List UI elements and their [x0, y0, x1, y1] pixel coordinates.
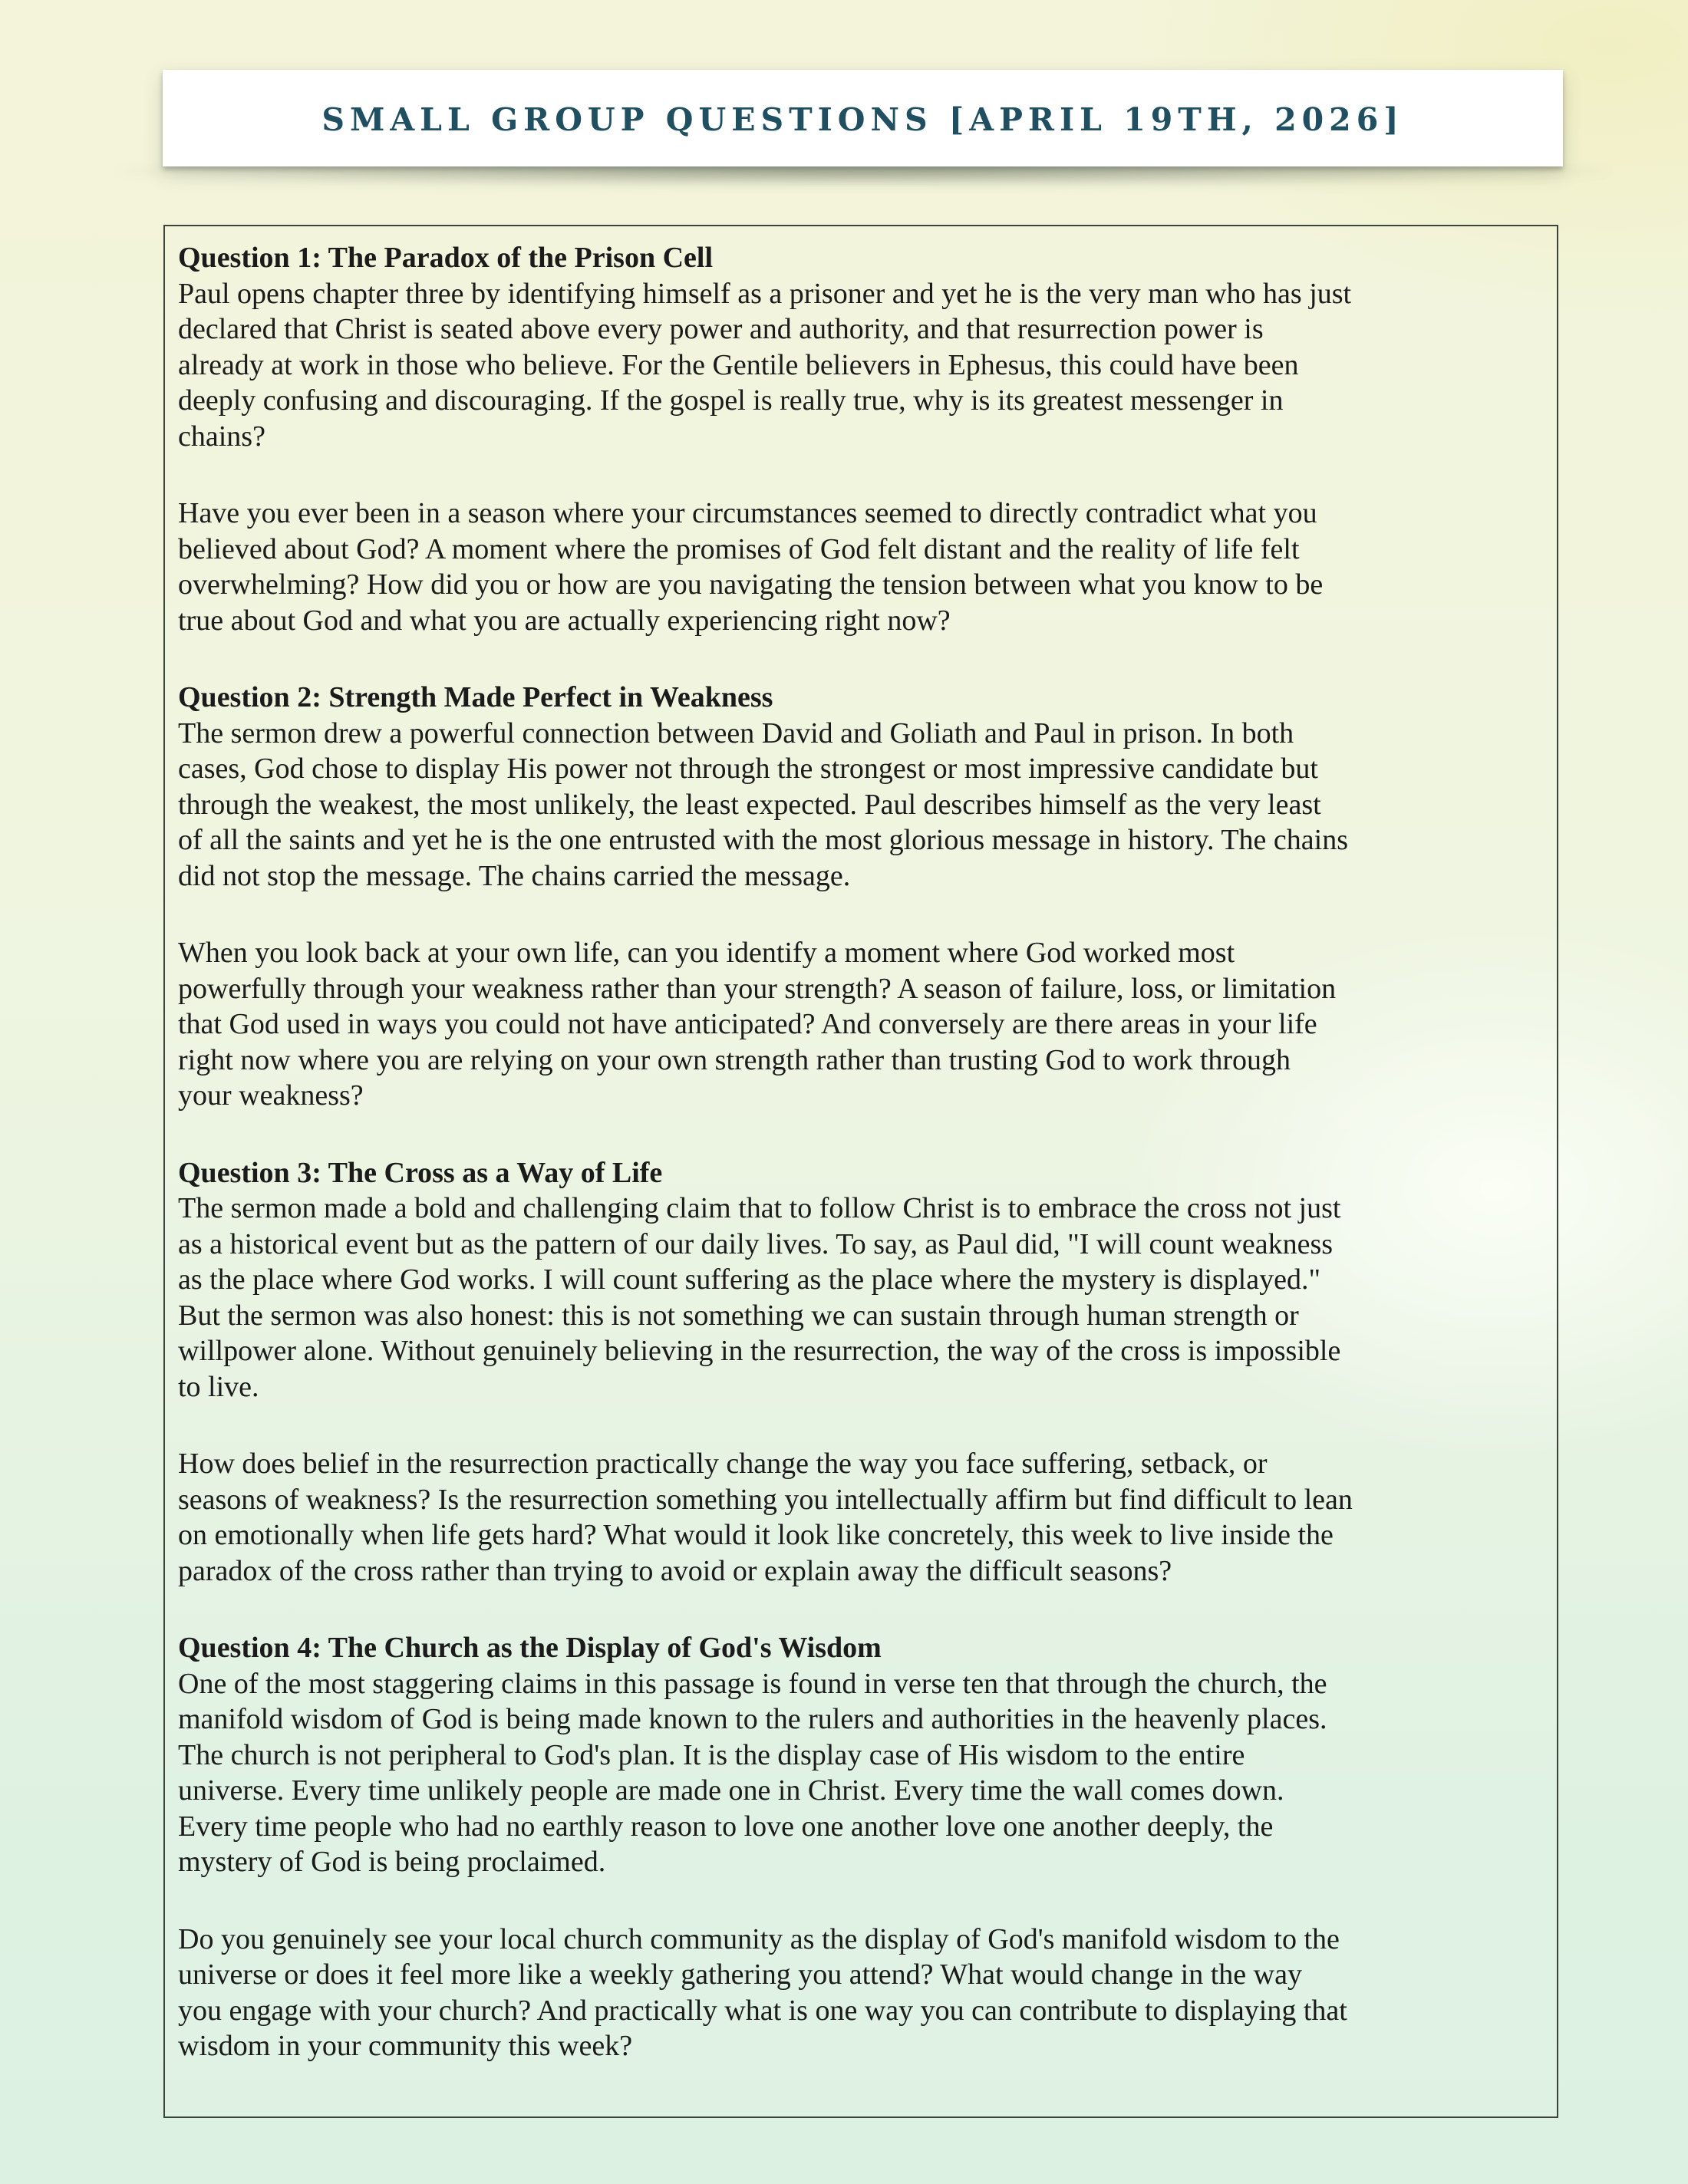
question-context-paragraph — [178, 1191, 1548, 1405]
paragraph-gap — [178, 1880, 1548, 1922]
text-line: wisdom in your community this week? — [178, 2030, 633, 2062]
question-prompt-paragraph — [178, 496, 1548, 638]
text-line: did not stop the message. The chains carried the message. — [178, 859, 851, 892]
question-context-paragraph — [178, 716, 1548, 894]
text-line: on emotionally when life gets hard? What would it look like concretely, this week to live inside the — [178, 1519, 1334, 1551]
text-line: overwhelming? How did you or how are you navigating the tension between what you know to be — [178, 568, 1324, 601]
text-line: universe. Every time unlikely people are made one in Christ. Every time the wall comes down. — [178, 1774, 1284, 1807]
text-line: mystery of God is being proclaimed. — [178, 1846, 606, 1878]
text-line: Do you genuinely see your local church community as the display of God's manifold wisdom to the — [178, 1922, 1340, 1955]
page-title: SMALL GROUP QUESTIONS [APRIL 19TH, 2026] — [321, 101, 1404, 138]
section-gap — [178, 1114, 1548, 1155]
paragraph-gap — [178, 894, 1548, 935]
text-line: willpower alone. Without genuinely believing in the resurrection, the way of the cross is impossible — [178, 1335, 1341, 1367]
text-line: Every time people who had no earthly reason to love one another love one another deeply, the — [178, 1810, 1274, 1843]
text-line: believed about God? A moment where the promises of God felt distant and the reality of life felt — [178, 532, 1300, 565]
text-line: cases, God chose to display His power not through the strongest or most impressive candidate but — [178, 753, 1318, 785]
text-line: your weakness? — [178, 1079, 364, 1112]
text-line: chains? — [178, 420, 265, 453]
text-line: through the weakest, the most unlikely, the least expected. Paul describes himself as the very least — [178, 788, 1321, 821]
text-line: Have you ever been in a season where your circumstances seemed to directly contradict what you — [178, 497, 1317, 529]
text-line: already at work in those who believe. For the Gentile believers in Ephesus, this could have been — [178, 348, 1299, 381]
paragraph-gap — [178, 454, 1548, 496]
section-gap — [178, 1589, 1548, 1630]
text-line: that God used in ways you could not have anticipated? And conversely are there areas in your life — [178, 1008, 1317, 1040]
question-context-paragraph — [178, 276, 1548, 455]
paragraph-gap — [178, 1405, 1548, 1446]
text-line: to live. — [178, 1370, 259, 1403]
question-heading: Question 3: The Cross as a Way of Life — [178, 1156, 663, 1189]
text-line: powerfully through your weakness rather than your strength? A season of failure, loss, or limitation — [178, 972, 1337, 1005]
question-prompt-paragraph — [178, 1446, 1548, 1589]
text-line: universe or does it feel more like a weekly gathering you attend? What would change in the way — [178, 1958, 1302, 1991]
question-heading: Question 2: Strength Made Perfect in Weakness — [178, 681, 773, 713]
question-section-2 — [178, 680, 1548, 1114]
text-line: But the sermon was also honest: this is not something we can sustain through human strength or — [178, 1299, 1299, 1332]
question-heading: Question 1: The Paradox of the Prison Cell — [178, 242, 714, 274]
text-line: How does belief in the resurrection practically change the way you face suffering, setback, or — [178, 1448, 1268, 1480]
text-line: paradox of the cross rather than trying to avoid or explain away the difficult seasons? — [178, 1554, 1172, 1587]
section-gap — [178, 638, 1548, 680]
text-line: The sermon made a bold and challenging claim that to follow Christ is to embrace the cross not just — [178, 1192, 1341, 1224]
question-section-3 — [178, 1155, 1548, 1589]
text-line: When you look back at your own life, can you identify a moment where God worked most — [178, 937, 1235, 969]
question-context-paragraph — [178, 1666, 1548, 1880]
question-prompt-paragraph — [178, 935, 1548, 1114]
text-line: true about God and what you are actually experiencing right now? — [178, 604, 951, 637]
questions-content — [178, 240, 1548, 2064]
text-line: The church is not peripheral to God's plan. It is the display case of His wisdom to the entire — [178, 1738, 1245, 1771]
text-line: manifold wisdom of God is being made known to the rulers and authorities in the heavenly places. — [178, 1703, 1327, 1735]
text-line: as a historical event but as the pattern of our daily lives. To say, as Paul did, "I will count weakness — [178, 1227, 1334, 1260]
text-line: as the place where God works. I will count suffering as the place where the mystery is displayed." — [178, 1263, 1320, 1296]
text-line: One of the most staggering claims in this passage is found in verse ten that through the church, the — [178, 1667, 1327, 1700]
text-line: The sermon drew a powerful connection between David and Goliath and Paul in prison. In both — [178, 716, 1294, 749]
text-line: seasons of weakness? Is the resurrection something you intellectually affirm but find difficult to lean — [178, 1483, 1353, 1516]
question-section-4 — [178, 1630, 1548, 2064]
text-line: Paul opens chapter three by identifying himself as a prisoner and yet he is the very man who has just — [178, 277, 1352, 310]
text-line: right now where you are relying on your own strength rather than trusting God to work through — [178, 1043, 1291, 1076]
question-section-1 — [178, 240, 1548, 638]
text-line: declared that Christ is seated above every power and authority, and that resurrection power is — [178, 313, 1264, 345]
text-line: of all the saints and yet he is the one entrusted with the most glorious message in history. The chains — [178, 824, 1348, 856]
question-prompt-paragraph — [178, 1922, 1548, 2064]
header-banner — [163, 70, 1563, 166]
text-line: deeply confusing and discouraging. If the gospel is really true, why is its greatest messenger in — [178, 384, 1284, 417]
text-line: you engage with your church? And practically what is one way you can contribute to displaying that — [178, 1994, 1347, 2027]
questions-panel — [163, 225, 1558, 2118]
question-heading: Question 4: The Church as the Display of God's Wisdom — [178, 1632, 882, 1664]
